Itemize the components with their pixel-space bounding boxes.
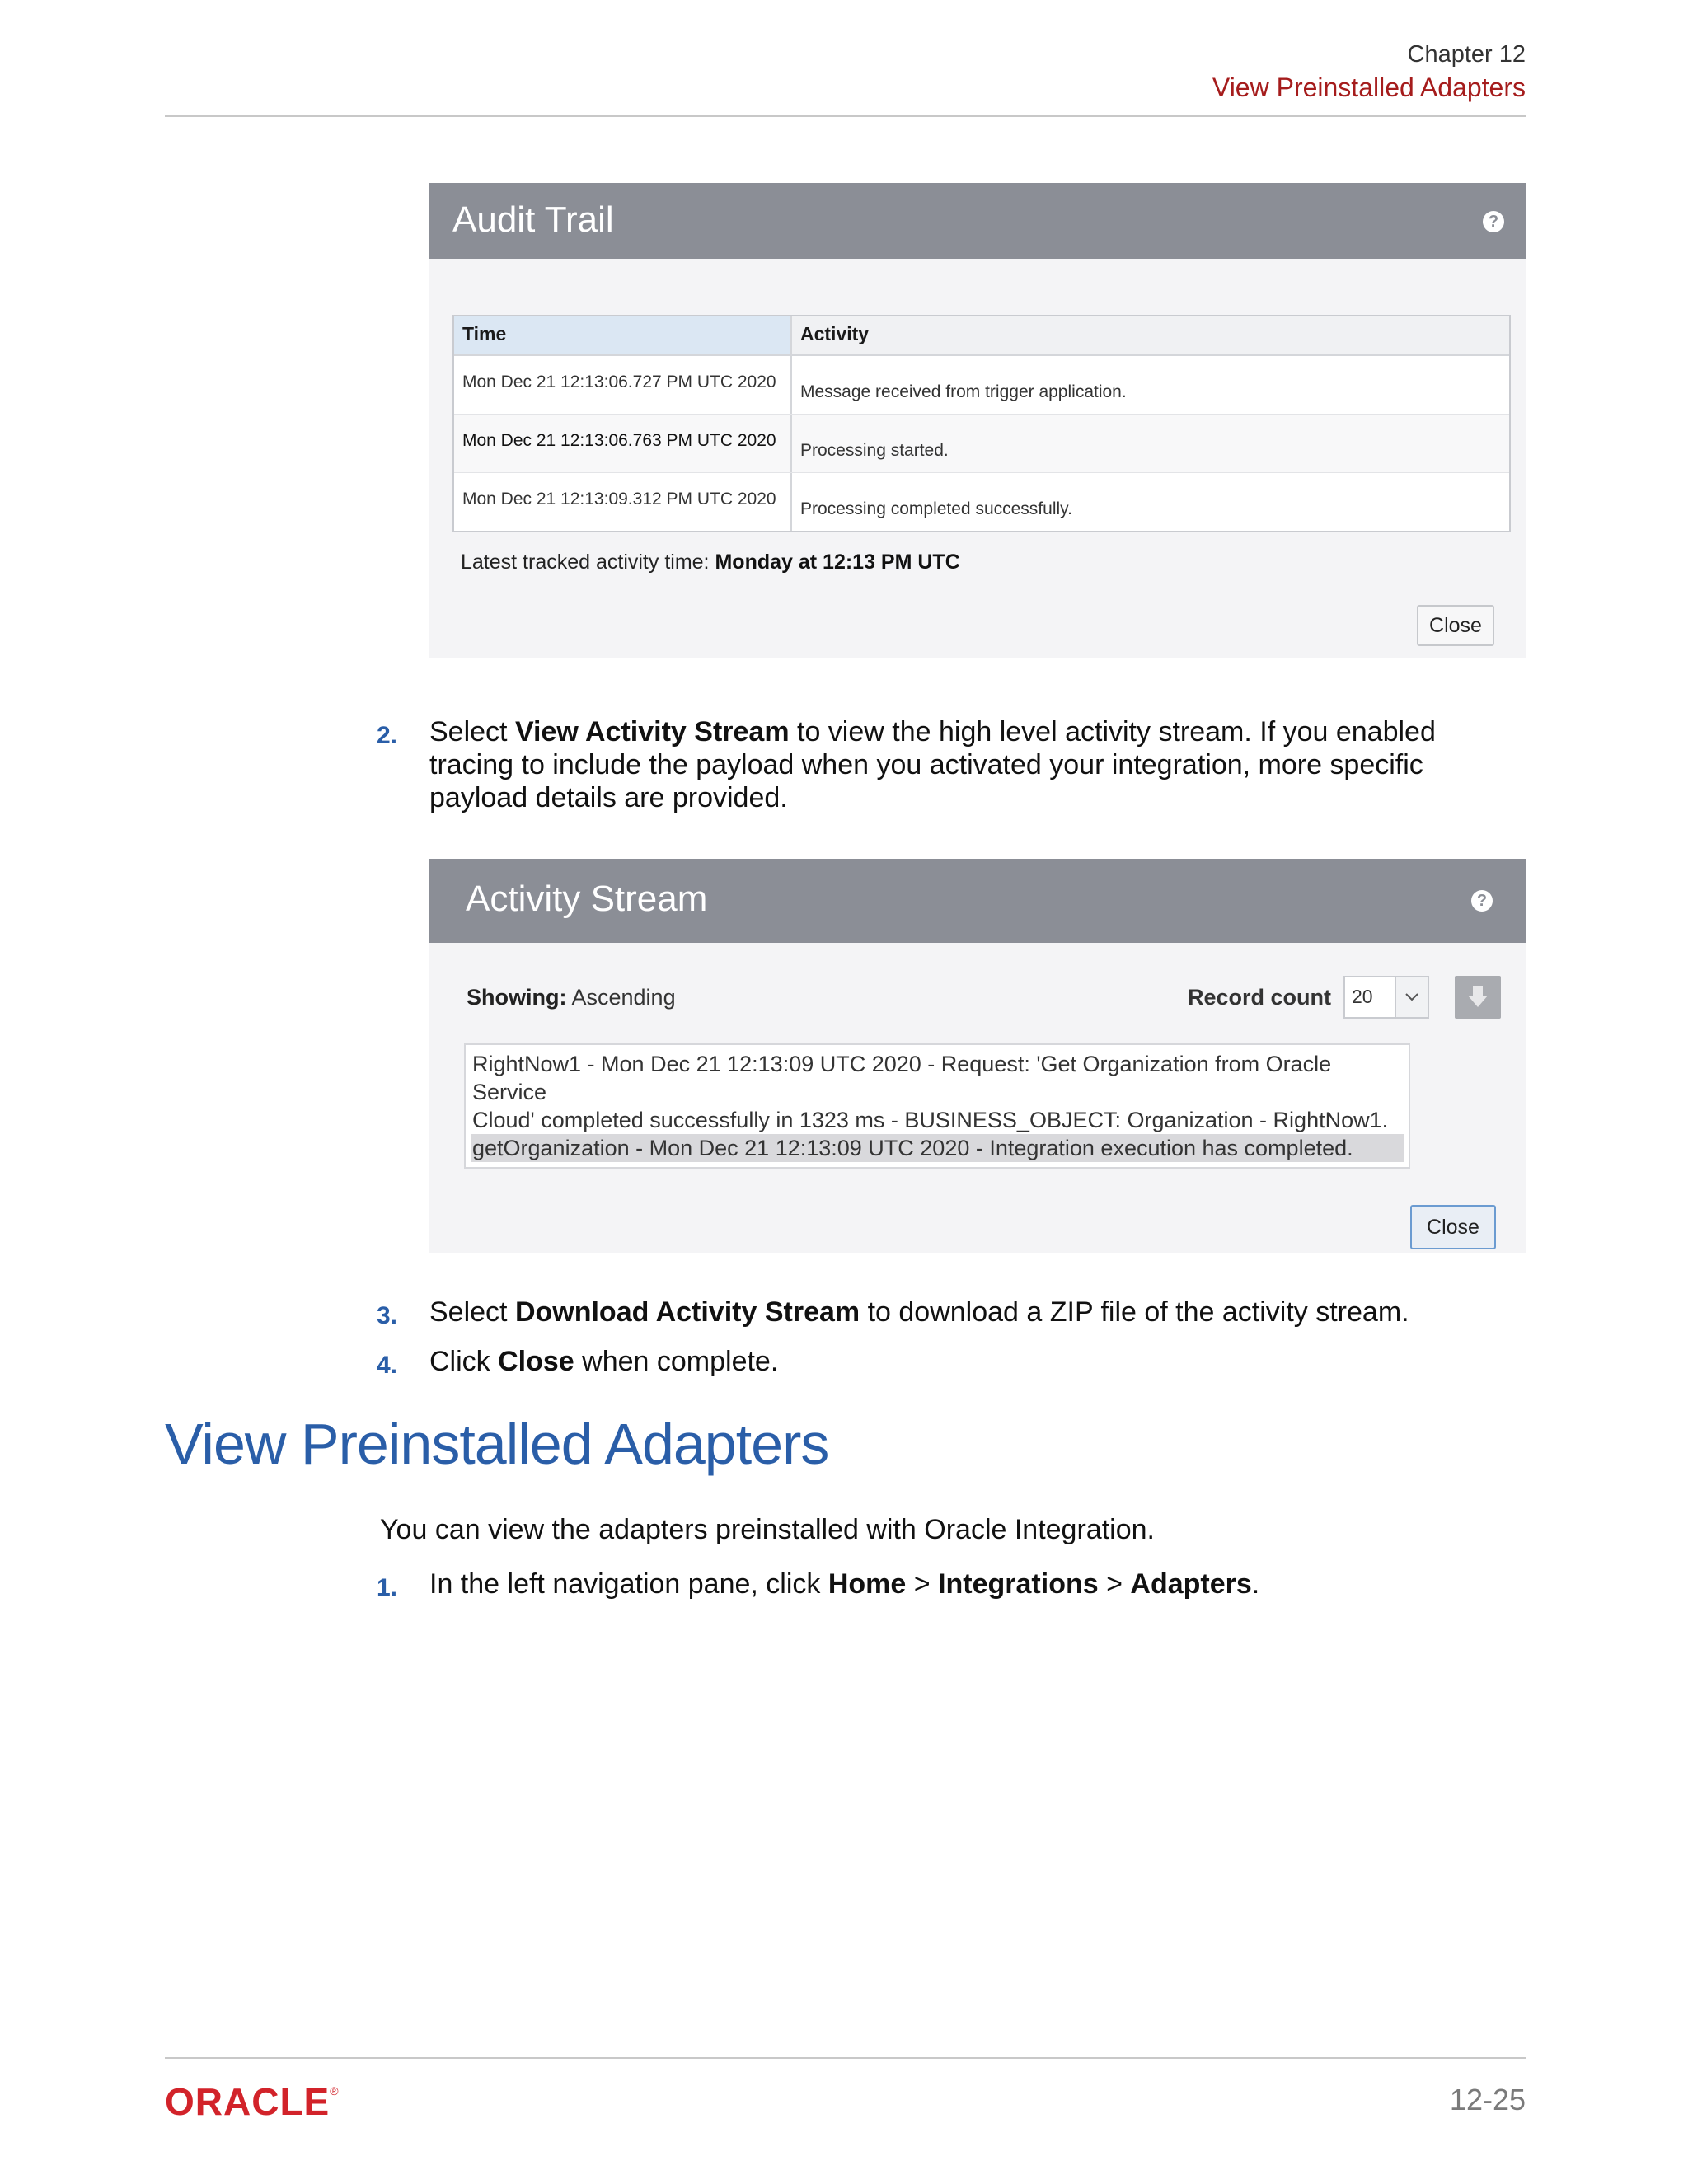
step-text: Click <box>429 1346 499 1377</box>
log-line: Cloud' completed successfully in 1323 ms - BUSINESS_OBJECT: Organization - RightNow1. <box>472 1108 1389 1132</box>
cell-time: Mon Dec 21 12:13:09.312 PM UTC 2020 <box>454 473 792 531</box>
record-count-label: Record count <box>1188 985 1332 1010</box>
showing-label: Showing: <box>467 985 567 1010</box>
help-icon[interactable]: ? <box>1483 211 1504 232</box>
table-row[interactable] <box>454 356 1509 415</box>
activity-log <box>464 1043 1410 1169</box>
log-line-selected[interactable]: getOrganization - Mon Dec 21 12:13:09 UTC 2020 - Integration execution has completed. <box>471 1134 1404 1162</box>
oracle-logo <box>165 2079 340 2124</box>
audit-table-header <box>454 316 1509 356</box>
table-row[interactable] <box>454 415 1509 473</box>
audit-trail-dialog <box>429 183 1526 658</box>
step-number: 3. <box>377 1302 398 1329</box>
activity-stream-close-button[interactable]: Close <box>1410 1205 1496 1249</box>
download-activity-stream-button[interactable] <box>1455 976 1501 1019</box>
step-2-text <box>429 715 1526 814</box>
header-rule <box>165 115 1526 117</box>
step-number: 4. <box>377 1352 398 1379</box>
separator: > <box>906 1568 939 1600</box>
step-3-text <box>429 1296 1526 1329</box>
column-header-activity[interactable]: Activity <box>792 316 1509 354</box>
cell-activity: Message received from trigger application. <box>800 382 1127 401</box>
cell-time: Mon Dec 21 12:13:06.727 PM UTC 2020 <box>454 356 792 414</box>
running-header-chapter: Chapter 12 <box>1407 41 1526 68</box>
page-number: 12-25 <box>1449 2083 1526 2116</box>
audit-close-button[interactable]: Close <box>1417 605 1494 646</box>
registered-mark: ® <box>330 2084 340 2097</box>
record-count-select[interactable] <box>1343 976 1429 1019</box>
download-icon <box>1455 976 1501 1019</box>
step-4-text <box>429 1345 1526 1378</box>
step-text: to view the high level activity stream. If you enabled tracing to include the payload when you activated your integration, more specific payload details are provided. <box>429 716 1436 813</box>
running-header-section: View Preinstalled Adapters <box>1212 73 1526 102</box>
step-text: Select <box>429 1296 515 1328</box>
cell-activity: Processing completed successfully. <box>800 499 1072 518</box>
sort-order <box>467 985 676 1010</box>
showing-value[interactable]: Ascending <box>571 985 676 1010</box>
table-row[interactable] <box>454 473 1509 531</box>
step-text: Select <box>429 716 515 748</box>
section-heading: View Preinstalled Adapters <box>165 1412 829 1476</box>
latest-activity-time <box>461 551 960 574</box>
step-text: . <box>1251 1568 1260 1600</box>
ui-term: Adapters <box>1130 1568 1252 1600</box>
activity-stream-title-bar <box>429 859 1526 943</box>
ui-term: Download Activity Stream <box>514 1296 860 1328</box>
activity-stream-dialog <box>429 859 1526 1253</box>
cell-time: Mon Dec 21 12:13:06.763 PM UTC 2020 <box>454 415 792 472</box>
separator: > <box>1098 1568 1131 1600</box>
step-text: In the left navigation pane, click <box>429 1568 828 1600</box>
latest-activity-value: Monday at 12:13 PM UTC <box>715 551 960 574</box>
ui-term: Home <box>828 1568 907 1600</box>
footer-rule <box>165 2057 1526 2059</box>
step-1-text <box>429 1568 1526 1601</box>
ui-term: Integrations <box>938 1568 1099 1600</box>
step-text: when complete. <box>574 1346 779 1377</box>
column-header-time[interactable]: Time <box>454 316 792 354</box>
logo-text: ORACLE <box>165 2080 331 2123</box>
ui-term: Close <box>498 1346 574 1377</box>
audit-trail-title-bar <box>429 183 1526 259</box>
help-icon[interactable]: ? <box>1471 890 1493 912</box>
audit-trail-table <box>452 315 1511 532</box>
activity-stream-title: Activity Stream <box>466 879 708 919</box>
latest-activity-label: Latest tracked activity time: <box>461 551 710 574</box>
step-number: 1. <box>377 1574 398 1601</box>
chevron-down-icon[interactable] <box>1395 977 1428 1017</box>
audit-trail-title: Audit Trail <box>452 199 614 240</box>
log-line: RightNow1 - Mon Dec 21 12:13:09 UTC 2020 - Request: 'Get Organization from Oracle Service <box>472 1052 1332 1104</box>
step-number: 2. <box>377 722 398 749</box>
record-count-value: 20 <box>1352 986 1373 1007</box>
section-intro: You can view the adapters preinstalled with Oracle Integration. <box>380 1514 1155 1545</box>
cell-activity: Processing started. <box>800 441 949 460</box>
ui-term: View Activity Stream <box>514 716 790 748</box>
step-text: to download a ZIP file of the activity stream. <box>860 1296 1409 1328</box>
